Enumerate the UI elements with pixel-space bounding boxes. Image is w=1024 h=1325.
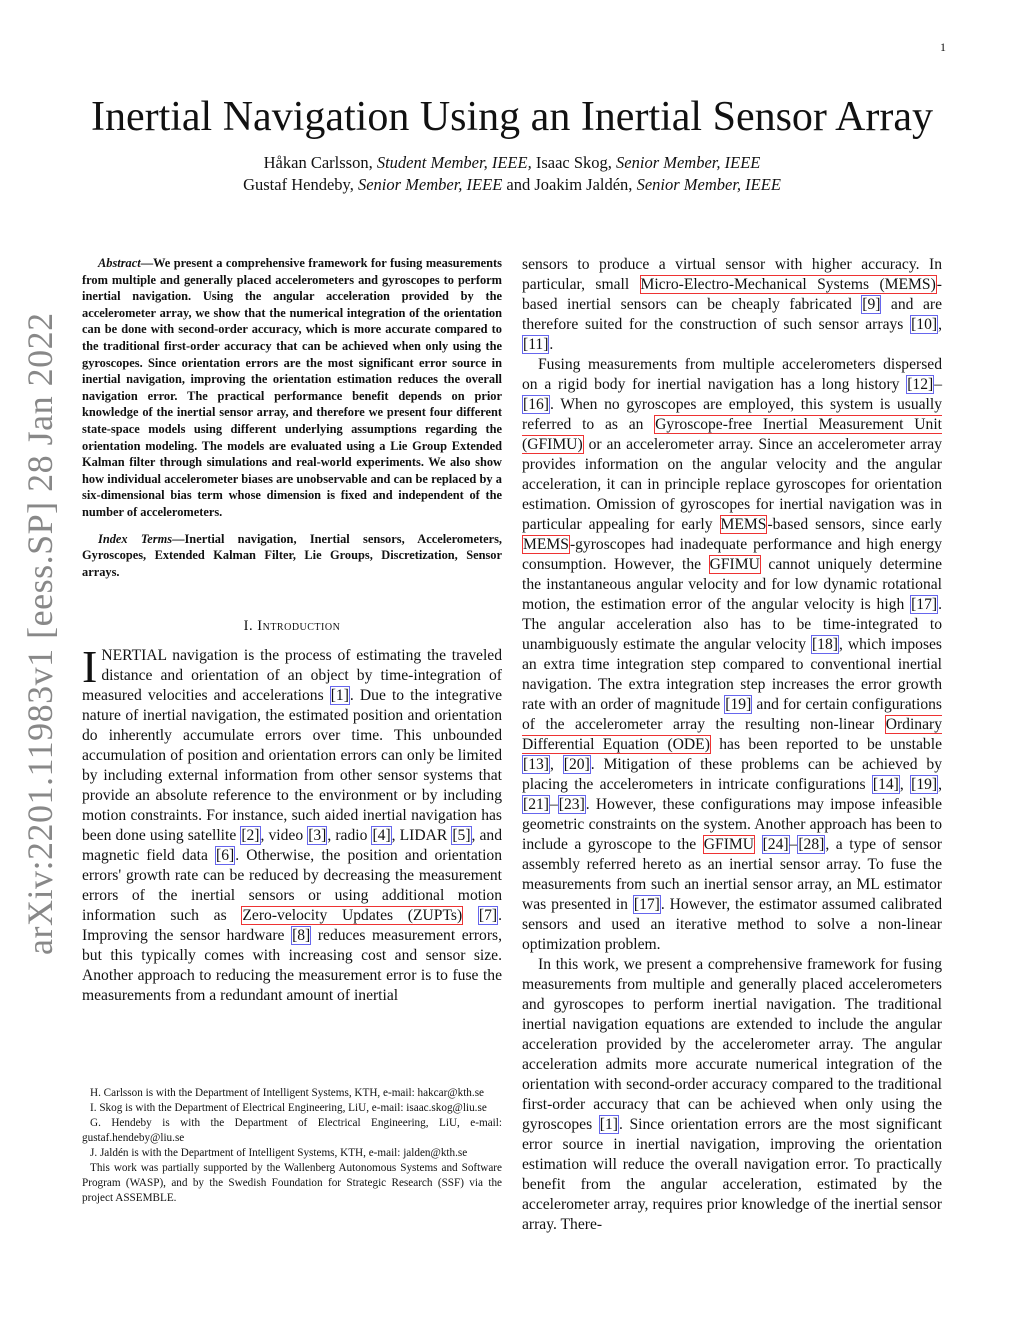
- text-run: and for certain configurations of the accelerometer array the resulting non-linear: [522, 696, 942, 733]
- acronym-link[interactable]: Zero-velocity Updates (ZUPTs): [242, 907, 463, 925]
- text-run: In this work, we present a comprehensive framework for fusing measurements from multiple and generally placed accelerometers and gyroscopes to perform inertial navigation. The traditional inertial navigation equations are extended to include the angular acceleration provided by the accelerometer array. The angular acceleration admits more accurate numerical integration of the orientation with second-order accuracy compared to the traditional first-order accuracy that can be achieved when only using the gyroscopes: [522, 956, 942, 1133]
- left-column: [82, 255, 502, 1006]
- text-run: [463, 907, 478, 924]
- citation-link[interactable]: [6]: [216, 847, 235, 865]
- author-name: Håkan Carlsson,: [263, 153, 373, 172]
- text-run: , which imposes an extra time integration step compared to conventional inertial navigation. The extra integration step increases the error growth rate with an order of magnitude: [522, 636, 942, 713]
- citation-link[interactable]: [17]: [633, 896, 660, 913]
- citation-link[interactable]: [24]: [762, 836, 789, 853]
- author-role: Senior Member, IEEE: [636, 175, 781, 194]
- footnotes: [82, 1086, 502, 1206]
- text-run: –: [789, 836, 798, 853]
- abstract-text: —We present a comprehensive framework for fusing measurements from multiple and generally placed accelerometers and gyroscopes to perform inertial navigation. Using the angular acceleration provided by the accelerometer array, we show that the numerical integration of the orientation can be done with second-order accuracy, which is more accurate compared to the traditional first-order accuracy that can be achieved when only using the gyroscopes. Since orientation errors are the most significant error source in inertial navigation, improving the orientation estimation reduces the overall navigation error. The practical performance benefit depends on prior knowledge of the inertial sensor array, and therefore we present four different state-space models using different underlying assumptions regarding the orientation modeling. The models are evaluated using a Lie Group Extended Kalman filter through simulations and real-world experiments. We also show how individual accelerometer biases are unobservable and can be replaced by a six-dimensional bias term whose dimension is fixed and independent of the number of accelerometers.: [82, 256, 502, 519]
- text-run: , LIDAR: [391, 827, 452, 845]
- text-run: , radio: [327, 827, 372, 845]
- citation-link[interactable]: [10]: [911, 316, 938, 333]
- body-paragraph: [522, 955, 942, 1235]
- text-run: -based inertial sensors can be cheaply fabricated: [522, 276, 942, 313]
- text-run: . However, these configurations may impose infeasible geometric constraints on the system. Another approach has been to include a gyroscope to the: [522, 796, 942, 853]
- acronym-link[interactable]: Ordinary Differential Equation (ODE): [522, 716, 942, 753]
- citation-link[interactable]: [23]: [558, 796, 585, 813]
- citation-link[interactable]: [28]: [798, 836, 825, 853]
- citation-link[interactable]: [9]: [862, 296, 881, 313]
- citation-link[interactable]: [12]: [907, 376, 934, 393]
- author-line-1: [0, 152, 1024, 174]
- text-run: Fusing measurements from multiple accelerometers dispersed on a rigid body for inertial navigation has a long history: [522, 356, 942, 393]
- citation-link[interactable]: [21]: [523, 796, 549, 813]
- footnote: J. Jaldén is with the Department of Intelligent Systems, KTH, e-mail: jalden@kth.se: [90, 1147, 468, 1159]
- citation-link[interactable]: [17]: [911, 596, 938, 613]
- body-paragraph: [522, 355, 942, 955]
- citation-link[interactable]: [11]: [523, 336, 549, 353]
- author-name: Isaac Skog,: [535, 153, 612, 172]
- text-run: . Improving the sensor hardware: [82, 907, 502, 945]
- citation-link[interactable]: [13]: [523, 756, 549, 773]
- text-run: -based sensors, since early: [767, 516, 942, 533]
- text-run: ,: [938, 776, 943, 793]
- citation-link[interactable]: [2]: [241, 827, 260, 845]
- citation-link[interactable]: [18]: [811, 636, 838, 653]
- text-run: . When no gyroscopes are employed, this system is usually referred to as an: [522, 396, 942, 433]
- text-run: .: [549, 336, 554, 353]
- arxiv-stamp[interactable]: arXiv:2201.11983v1 [eess.SP] 28 Jan 2022: [20, 312, 60, 955]
- footnote: I. Skog is with the Department of Electrical Engineering, LiU, e-mail: isaac.skog@liu.se: [90, 1102, 487, 1114]
- footnote: G. Hendeby is with the Department of Electrical Engineering, LiU, e-mail: gustaf.hendeby@liu.se: [82, 1117, 502, 1144]
- text-run: . Due to the integrative nature of inertial navigation, the estimated position and orientation do inherently accumulate errors over time. This unbounded accumulation of position and orientation errors can only be limited by including external information from other sensor systems that provide an absolute reference to the environment or by including motion constraints. For instance, such aided inertial navigation has been done using satellite: [82, 687, 502, 845]
- citation-link[interactable]: [5]: [452, 827, 471, 845]
- text-run: reduces measurement errors, but this typically comes with increasing cost and sensor size. Another approach to reducing the measurement error is to fuse the measurements from a redundant amount of inertial: [82, 927, 503, 1005]
- text-run: cannot uniquely determine the instantaneous angular velocity and for low dynamic rotational motion, the estimation error of the angular velocity is high: [522, 556, 942, 613]
- citation-link[interactable]: [3]: [308, 827, 327, 845]
- acronym-link[interactable]: Micro-Electro-Mechanical Systems (MEMS): [640, 276, 936, 293]
- paper-title: Inertial Navigation Using an Inertial Sensor Array: [90, 94, 934, 140]
- text-run: . Mitigation of these problems can be achieved by placing the accelerometers in intricate configurations: [522, 756, 943, 793]
- acronym-link[interactable]: MEMS: [720, 516, 767, 533]
- abstract: [82, 255, 502, 521]
- right-column: [522, 255, 942, 1235]
- acronym-link[interactable]: GFIMU: [709, 556, 760, 573]
- text-run: , a type of sensor assembly referred hereto as an inertial sensor array. To fuse the measurements from such an inertial sensor array, an ML estimator was presented in: [522, 836, 942, 913]
- section-number: I.: [243, 618, 254, 635]
- text-run: . Since orientation errors are the most significant error source in inertial navigation, improving the orientation estimation will reduce the overall navigation error. To practically benefit from the angular acceleration, estimated by the accelerometer array, requires prior knowledge of the inertial sensor array. There-: [522, 1116, 942, 1233]
- author-name: Gustaf Hendeby,: [243, 175, 354, 194]
- author-role: Senior Member, IEEE: [357, 175, 503, 194]
- author-line-2: [0, 174, 1024, 196]
- text-run: [755, 836, 762, 853]
- citation-link[interactable]: [1]: [599, 1116, 618, 1133]
- intro-paragraph: [82, 641, 503, 1006]
- text-run: -gyroscopes had inadequate performance and high energy consumption. However, the: [522, 536, 942, 573]
- citation-link[interactable]: [7]: [478, 907, 498, 925]
- text-run: , and magnetic field data: [82, 827, 502, 865]
- acronym-link[interactable]: GFIMU: [703, 836, 755, 853]
- text-run: has been reported to be unstable: [710, 736, 942, 753]
- citation-link[interactable]: [20]: [563, 756, 590, 773]
- author-role: Student Member, IEEE,: [376, 153, 532, 172]
- acronym-link[interactable]: MEMS: [523, 536, 569, 553]
- text-run: –: [934, 376, 942, 393]
- index-terms: [82, 531, 502, 581]
- citation-link[interactable]: [14]: [872, 776, 899, 793]
- acronym-link[interactable]: Gyroscope-free Inertial Measurement Unit (GFIMU): [522, 416, 942, 453]
- citation-link[interactable]: [1]: [330, 687, 349, 705]
- section-heading: [82, 616, 502, 636]
- text-run: , video: [260, 827, 308, 845]
- section-title: Introduction: [257, 618, 341, 635]
- text-run: ,: [549, 756, 563, 773]
- author-role: Senior Member, IEEE: [616, 153, 761, 172]
- abstract-label: Abstract: [98, 256, 141, 270]
- author-block: [0, 152, 1024, 196]
- text-run: ,: [899, 776, 911, 793]
- text-run: . Otherwise, the position and orientation errors' growth rate can be reduced by decreasing the measurement errors of the inertial sensors or using additional motion information such as: [82, 847, 503, 925]
- index-terms-label: Index Terms: [98, 531, 173, 546]
- author-name: and Joakim Jaldén,: [506, 175, 633, 194]
- text-run: sensors to produce a virtual sensor with higher accuracy. In particular, small: [522, 256, 942, 293]
- citation-link[interactable]: [19]: [911, 776, 938, 793]
- text-run: . However, the estimator assumed calibrated sensors and used an iterative method to solve a non-linear optimization problem.: [522, 896, 942, 953]
- citation-link[interactable]: [4]: [372, 827, 391, 845]
- footnote: H. Carlsson is with the Department of Intelligent Systems, KTH, e-mail: hakcar@kth.se: [90, 1087, 485, 1099]
- index-terms-text: —Inertial navigation, Inertial sensors, Accelerometers, Gyroscopes, Extended Kalman Filter, Lie Groups, Discretization, Sensor arrays.: [82, 531, 502, 579]
- citation-link[interactable]: [8]: [292, 927, 311, 945]
- text-run: NERTIAL navigation is the process of estimating the traveled distance and orientation of an object by time-integration of measured velocities and accelerations: [82, 647, 502, 705]
- text-run: –: [549, 796, 558, 813]
- citation-link[interactable]: [19]: [725, 696, 752, 713]
- page-number: 1: [940, 40, 946, 54]
- body-paragraph: [522, 255, 942, 355]
- text-run: ,: [938, 316, 942, 333]
- dropcap: I: [82, 641, 98, 693]
- text-run: or an accelerometer array. Since an accelerometer array provides information on the angular velocity and the angular acceleration, it can in principle replace gyroscopes for orientation estimation. Omission of gyroscopes for inertial navigation was in particular appealing for early: [522, 436, 942, 533]
- citation-link[interactable]: [16]: [523, 396, 549, 413]
- footnote: This work was partially supported by the Wallenberg Autonomous Systems and Software Program (WASP), and by the Swedish Foundation for Strategic Research (SSF) via the project ASSEMBLE.: [82, 1162, 502, 1204]
- text-run: and are therefore suited for the construction of such sensor arrays: [522, 296, 942, 333]
- text-run: . The angular acceleration also has to be time-integrated to unambiguously estimate the angular velocity: [522, 596, 942, 653]
